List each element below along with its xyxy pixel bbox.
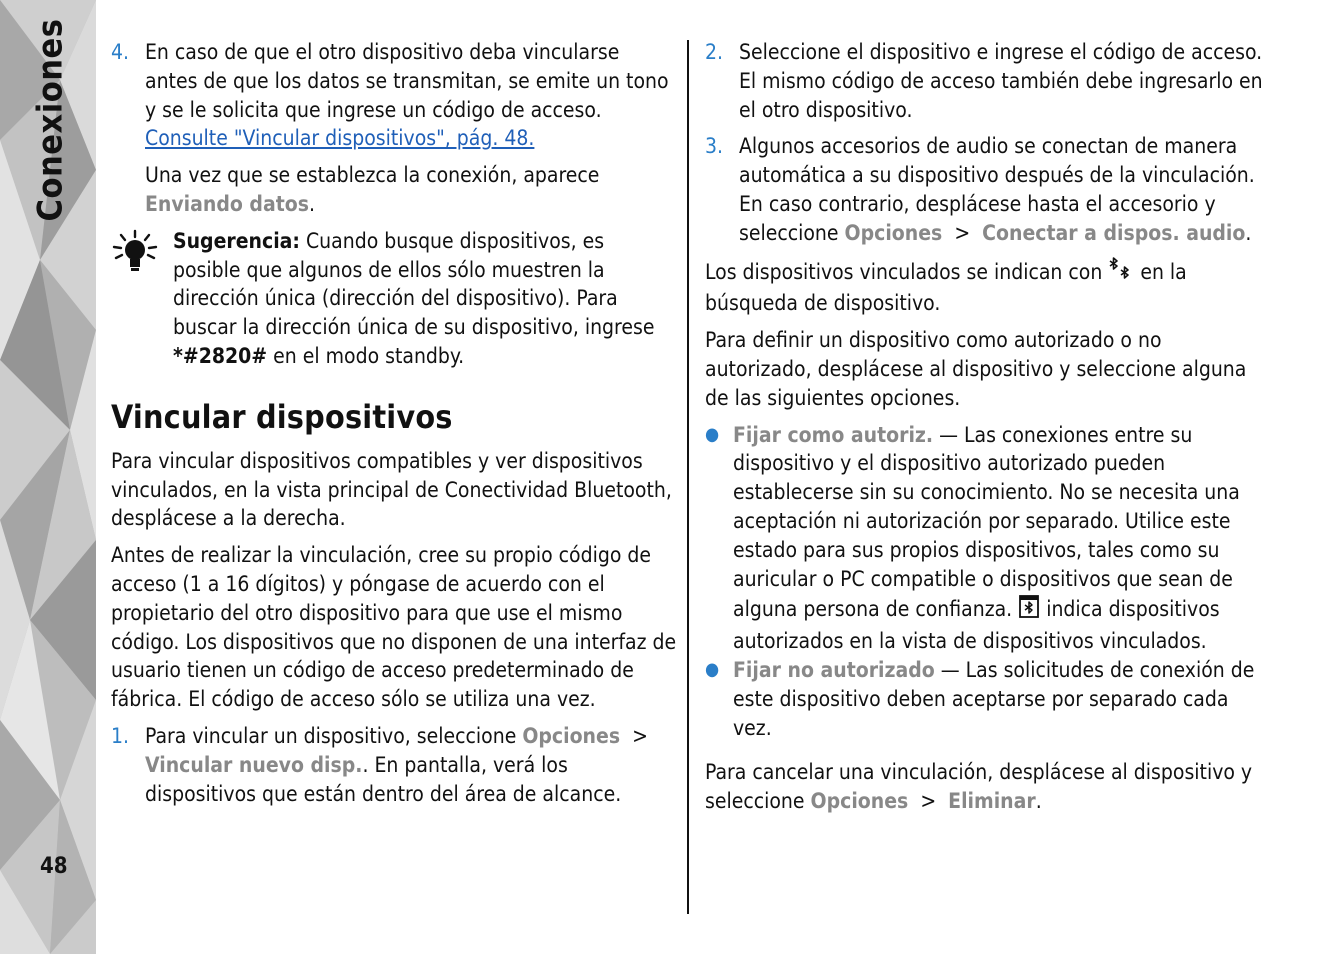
- ui-term-opciones: Opciones: [522, 723, 621, 748]
- ui-term-fijar-no-autorizado: Fijar no autorizado: [733, 657, 935, 682]
- list-item-body: Algunos accesorios de audio se conectan de manera automática a su dispositivo después de la vinculación. En caso contrario, desplácese hasta el accesorio y seleccione Opciones > Conectar a dispos. audio.: [739, 134, 1255, 245]
- list-item-3: [705, 132, 1273, 247]
- list-item-unauthorized: [705, 656, 1273, 742]
- menu-separator: >: [920, 789, 937, 814]
- ui-term-opciones: Opciones: [810, 789, 909, 814]
- left-column: [111, 38, 677, 816]
- list-number: 4.: [111, 40, 130, 64]
- ui-term-conectar-audio: Conectar a dispos. audio: [982, 220, 1246, 245]
- section-title: Conexiones: [30, 18, 70, 222]
- paired-devices-icon: [1108, 256, 1134, 290]
- ui-term-vincular-nuevo: Vincular nuevo disp.: [145, 752, 363, 777]
- paragraph-paired-indicator: Los dispositivos vinculados se indican con en la búsqueda de dispositivo.: [705, 256, 1273, 319]
- tip-text: Sugerencia: Cuando busque dispositivos, es posible que algunos de ellos sólo muestren la dirección única (dirección del dispositivo). Para buscar la dirección única de su dispositivo, ingrese *#2820# en el modo standby.: [173, 228, 655, 368]
- list-number: 2.: [705, 40, 724, 64]
- cross-reference-link[interactable]: Consulte "Vincular dispositivos", pág. 48.: [145, 126, 535, 151]
- section-heading: Vincular dispositivos: [111, 397, 453, 436]
- paragraph-passcode: Antes de realizar la vinculación, cree su propio código de acceso (1 a 16 dígitos) y póngase de acuerdo con el propietario del otro dispositivo para que use el mismo código. Los dispositivos que no disponen de una interfaz de usuario tienen un código de acceso predeterminado de fábrica. El código de acceso sólo se utiliza una vez.: [111, 543, 677, 712]
- tip-label: Sugerencia:: [173, 228, 300, 253]
- ui-term-enviando-datos: Enviando datos: [145, 191, 309, 216]
- right-column: [705, 38, 1273, 824]
- lightbulb-icon: [111, 227, 173, 371]
- bullet-icon: ●: [705, 658, 720, 680]
- menu-separator: >: [632, 723, 648, 748]
- sending-data-paragraph: Una vez que se establezca la conexión, aparece Enviando datos.: [145, 163, 600, 216]
- list-item-body: Fijar no autorizado — Las solicitudes de conexión de este dispositivo deben aceptarse por separado cada vez.: [733, 657, 1255, 740]
- list-number: 1.: [111, 723, 130, 748]
- paragraph-authorization: Para definir un dispositivo como autorizado o no autorizado, desplácese al dispositivo y seleccione alguna de las siguientes opciones.: [705, 328, 1247, 410]
- options-list: [705, 421, 1273, 743]
- ui-term-opciones: Opciones: [844, 220, 943, 245]
- list-item-4: [111, 38, 677, 153]
- list-item-body: Fijar como autoriz. — Las conexiones entre su dispositivo y el dispositivo autorizado pueden establecerse sin su conocimiento. No se necesita una aceptación ni autorización por separado. Utilice este estado para sus propios dispositivos, tales como su auricular o PC compatible o dispositivos que sean de alguna persona de confianza. indica dispositivos autorizados en la vista de dispositivos vinculados.: [733, 422, 1240, 654]
- sidebar: [0, 0, 96, 954]
- page-number: 48: [40, 854, 68, 879]
- ui-term-fijar-autoriz: Fijar como autoriz.: [733, 422, 934, 447]
- list-item-body: Seleccione el dispositivo e ingrese el código de acceso. El mismo código de acceso también debe ingresarlo en el otro dispositivo.: [739, 40, 1263, 122]
- menu-separator: >: [954, 220, 971, 245]
- list-item-authorized: [705, 421, 1273, 656]
- paragraph-cancel-pairing: Para cancelar una vinculación, desplácese al dispositivo y seleccione Opciones > Eliminar.: [705, 760, 1253, 814]
- list-item-2: [705, 38, 1273, 124]
- list-item-body: En caso de que el otro dispositivo deba vincularse antes de que los datos se transmitan, se emite un tono y se le solicita que ingrese un código de acceso. Consulte "Vincular dispositivos", pág. 48.: [145, 40, 669, 151]
- standby-code: *#2820#: [173, 343, 268, 368]
- paragraph-pairing-intro: Para vincular dispositivos compatibles y ver dispositivos vinculados, en la vista principal de Conectividad Bluetooth, desplácese a la derecha.: [111, 448, 672, 531]
- list-item-body: Para vincular un dispositivo, seleccione Opciones > Vincular nuevo disp.. En pantalla, verá los dispositivos que están dentro del área de alcance.: [145, 722, 677, 808]
- bullet-icon: ●: [705, 423, 720, 445]
- ui-term-eliminar: Eliminar: [948, 789, 1036, 814]
- column-divider: [687, 40, 689, 914]
- list-item-1: [111, 722, 677, 808]
- list-number: 3.: [705, 134, 724, 159]
- tip-box: [111, 227, 677, 371]
- authorized-device-icon: [1018, 593, 1040, 627]
